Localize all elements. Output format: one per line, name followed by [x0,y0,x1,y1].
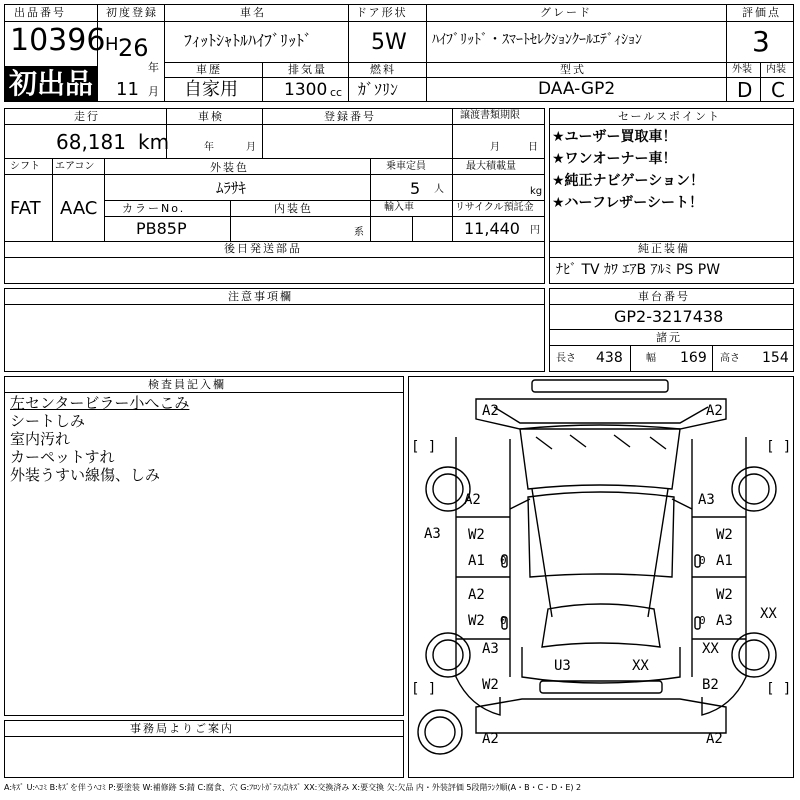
damage-mark: A3 [698,492,715,508]
damage-mark: W2 [716,527,733,543]
transfer-month-unit: 月 [490,142,500,153]
reg-era: H [105,34,119,55]
damage-mark: A3 [482,641,499,657]
first-reg-label: 初度登録 [106,6,158,19]
chassis-number: GP2-3217438 [614,307,724,326]
damage-mark: B2 [702,677,719,693]
aircon-label: エアコン [55,161,95,172]
damage-mark: XX [760,606,777,622]
dims-label: 諸元 [656,331,682,344]
color-no-label: カラーNo. [122,202,186,215]
recycle-unit: 円 [530,225,540,236]
damage-mark: A2 [464,492,481,508]
color-no: PB85P [136,219,187,238]
insp-year-unit: 年 [204,142,214,153]
bracket-left-front: [ ] [411,439,437,455]
inspector-label: 検査員記入欄 [148,378,226,391]
displacement: 1300 [284,80,328,100]
int-grade-label: 内装 [766,64,786,75]
insp-month-unit: 月 [246,142,256,153]
model: DAA-GP2 [538,79,616,99]
capacity: 5 [410,179,421,198]
displacement-label: 排気量 [288,63,327,76]
shift-label: シフト [10,161,40,172]
damage-mark: 0 [699,554,706,567]
shift: FAT [10,198,41,219]
damage-mark: A3 [716,613,733,629]
import-label: 輸入車 [384,202,414,213]
model-label: 型式 [560,63,586,76]
equipment: ﾅﾋﾞ TV ｶﾜ ｴｱB ｱﾙﾐ PS PW [556,262,721,278]
reg-number-label: 登録番号 [324,110,376,123]
bracket-right-front: [ ] [766,439,792,455]
fuel-label: 燃料 [370,63,396,76]
ext-grade-label: 外装 [732,64,752,75]
height-label: 高さ [720,353,740,364]
mileage-label: 走行 [74,110,100,123]
ext-color: ﾑﾗｻｷ [216,179,247,197]
office-label: 事務局よりご案内 [130,722,234,735]
chassis-label: 車台番号 [638,290,690,303]
int-color-unit: 系 [354,227,364,238]
door-type: 5W [371,30,407,55]
car-diagram [410,377,792,775]
damage-mark: W2 [716,587,733,603]
equipment-label: 純正装備 [638,242,690,255]
int-color-label: 内装色 [274,202,313,215]
history-label: 車歴 [196,63,222,76]
damage-mark: A1 [468,553,485,569]
fuel: ｶﾞｿﾘﾝ [358,80,399,99]
int-grade: C [771,78,785,102]
damage-mark: 0 [699,614,706,627]
first-listing-badge: 初出品 [5,66,97,101]
damage-mark: A1 [716,553,733,569]
damage-mark: 0 [500,614,507,627]
transfer-docs-label: 譲渡書類期限 [460,110,520,121]
reg-year-unit: 年 [148,61,159,74]
damage-mark: A2 [706,731,723,747]
inspector-notes [10,396,189,486]
lot-number: 10396 [10,23,106,58]
damage-mark: A3 [424,526,441,542]
reg-month: 11 [116,79,139,100]
displacement-unit: cc [330,86,343,99]
damage-mark: 0 [500,554,507,567]
inspector-note: 室内汚れ [10,430,71,448]
inspector-note: カーペットすれ [10,448,115,466]
damage-mark: XX [632,658,649,674]
sales-point: ★ワンオーナー車！ [552,151,677,167]
mileage: 68,181 [56,130,126,154]
width: 169 [680,350,707,366]
capacity-label: 乗車定員 [386,161,426,172]
lot-number-label: 出品番号 [14,6,66,19]
sales-point: ★ハーフレザーシート！ [552,195,704,211]
length-label: 長さ [556,353,576,364]
sales-point: ★ユーザー買取車！ [552,129,677,145]
transfer-day-unit: 日 [528,142,538,153]
score-label: 評価点 [742,6,781,19]
recycle-label: リサイクル預託金 [455,202,534,213]
recycle-fee: 11,440 [464,219,520,238]
ext-color-label: 外装色 [210,161,249,174]
mileage-unit: km [138,130,170,154]
inspector-note: 左センタービラー小へこみ [10,394,190,412]
reg-month-unit: 月 [148,85,159,98]
inspection-label: 車検 [198,110,224,123]
damage-mark: A2 [468,587,485,603]
inspector-note: シートしみ [10,412,86,430]
bracket-right-rear: [ ] [766,681,792,697]
bracket-left-rear: [ ] [411,681,437,697]
length: 438 [596,350,623,366]
inspector-note: 外装うすい線傷、しみ [10,466,161,484]
damage-mark: A2 [482,403,499,419]
aircon: AAC [60,198,98,219]
sales-point: ★純正ナビゲーション！ [552,173,704,189]
legend: A:ｷｽﾞ U:ﾍｺﾐ B:ｷｽﾞを伴うﾍｺﾐ P:要塗装 W:補修跡 S:錆 C:腐食、穴 G:ﾌﾛﾝﾄｶﾞﾗｽ点ｷｽﾞ XX:交換済み X:要交換 欠:欠品 内・外装評価 5段階ﾗﾝｸ順(A・B・C・D・E) 2 [4,783,582,792]
grade: ﾊｲﾌﾞﾘｯﾄﾞ・ｽﾏｰﾄｾﾚｸｼｮﾝｸｰﾙｴﾃﾞｨｼｮﾝ [432,32,642,48]
reg-year: 26 [118,34,149,62]
damage-mark: A2 [706,403,723,419]
score: 3 [752,25,770,58]
max-load-label: 最大積載量 [466,161,516,172]
damage-mark: W2 [468,613,485,629]
damage-mark: XX [702,641,719,657]
car-name-label: 車名 [240,6,266,19]
history: 自家用 [184,79,238,100]
car-name: ﾌｨｯﾄｼｬﾄﾙﾊｲﾌﾞﾘｯﾄﾞ [184,31,313,50]
notes-label: 注意事項欄 [228,290,293,303]
damage-mark: W2 [482,677,499,693]
ext-grade: D [737,78,753,102]
damage-mark: W2 [468,527,485,543]
sales-points-label: セールスポイント [618,110,722,123]
later-parts-label: 後日発送部品 [224,242,302,255]
width-label: 幅 [646,353,656,364]
sales-points-list [552,130,704,218]
capacity-unit: 人 [434,184,444,195]
max-load-unit: kg [530,186,543,197]
door-label: ドア形状 [356,6,408,19]
damage-mark: A2 [482,731,499,747]
grade-label: グレード [540,6,592,19]
damage-mark: U3 [554,658,571,674]
height: 154 [762,350,789,366]
